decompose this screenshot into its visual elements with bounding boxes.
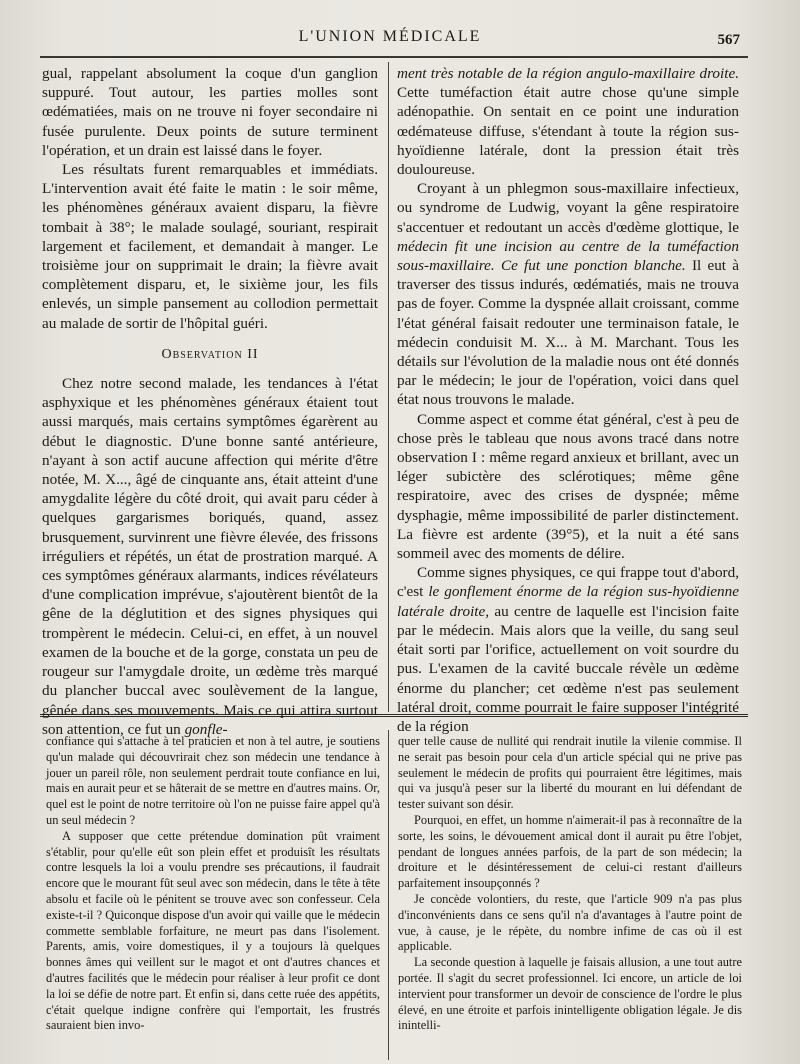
main-paragraph: [397, 179, 739, 409]
header-rule: [40, 56, 748, 58]
lower-paragraph: Pourquoi, en effet, un homme n'aimerait-il pas à reconnaître de la sorte, les soins, le dévouement amical dont il aurait pu être l'objet, pendant de longues années parfois, de la part de son médecin; la droiture et le désintéressement de celui-ci restant d'ailleurs parfaitement insoupçonnés ?: [398, 812, 742, 891]
main-column-right: [397, 64, 739, 736]
main-paragraph: [42, 374, 378, 739]
lower-paragraph: quer telle cause de nullité qui rendrait inutile la vilenie commise. Il ne serait pas besoin pour cela d'un article spécial qui ne prive pas seulement le médecin de profits qui pourraient être légitimes, mais qui va jusqu'à peser sur la liberté du mourant en lui défendant de tester suivant son désir.: [398, 734, 742, 812]
paragraph-text: Croyant à un phlegmon sous-maxillaire infectieux, ou syndrome de Ludwig, voyant la gêne respiratoire s'accentuer et redoutant un accès d'œdème glottique, le: [397, 180, 739, 236]
column-divider-notes: [388, 730, 389, 1060]
paragraph-text: au centre de laquelle est l'incision faite par le médecin. Mais alors que la veille, du sang seul était sorti par l'orifice, actuellement on voit sourdre du pus. L'examen de la cavité buccale révèle un œdème énorme du plancher; cet œdème n'est pas seulement latéral droit, comme pourrait le faire supposer l'intégrité de la région: [397, 602, 740, 735]
paragraph-text: Cette tuméfaction était autre chose qu'une simple adénopathie. On sentait en ce point une induration œdémateuse diffuse, s'étendant à toute la région sus-hyoïdienne latérale, dont la pression était très douloureuse.: [397, 84, 739, 179]
column-divider-main: [388, 62, 389, 712]
running-title: L'UNION MÉDICALE: [298, 28, 482, 45]
page-header: [40, 28, 740, 52]
paragraph-text: Il eut à traverser des tissus indurés, œdématiés, mais ne trouva pas de foyer. Comme la dyspnée allait croissant, comme l'état général faisait redouter une terminaison fatale, le médecin conduisit M. X... à M. Marchant. Tous les détails sur l'évolution de la maladie nous ont été donnés par le médecin; le jour de l'opération, voici dans quel état nous trouvons le malade.: [397, 257, 739, 409]
main-paragraph: [397, 64, 739, 179]
lower-paragraph: confiance qui s'attache à tel praticien et non à tel autre, je soutiens qu'un malade qui découvrirait chez son médecin une tendance à jouer un pareil rôle, non seulement perdrait toute confiance en lui, mais en aurait peur et se hâterait de se mettre en d'autres mains. Or, quel est le point de notre territoire où l'on ne puisse faire appel qu'à un seul médecin ?: [46, 734, 380, 827]
page-number: 567: [717, 32, 740, 48]
lower-column-left: [46, 734, 380, 1034]
lower-paragraph: A supposer que cette prétendue domination pût vraiment s'établir, pour qu'elle eût son plein effet et produisît les résultats contre lesquels la loi a voulu prendre ses précautions, il faudrait encore que le mourant fût seul avec son médecin, dans le tête à tête absolu et facile où le pénitent se trouve avec son confesseur. Cela existe-t-il ? Quiconque dispose d'un avoir qui vaille que le médecin commette semblable forfaiture, ne meurt pas dans l'isolement. Parents, amis, voire domestiques, il y a toujours là quelques bonnes âmes qui veillent sur le magot et ont d'autres chances et d'autres facilités que le médecin pour réaliser à leur profit ce dont la loi se défie de notre part. Et enfin si, dans cette ruée des appétits, c'était quelque indigne confrère qui l'emportait, les frustrés sauraient bien invo-: [46, 828, 380, 1033]
section-heading: Observation II: [161, 346, 259, 362]
main-paragraph: gual, rappelant absolument la coque d'un ganglion suppuré. Tout autour, les parties molles sont œdématiées, mais on ne trouve ni foyer secondaire ni fusée purulente. Deux points de suture terminent l'opération, et un drain est laissé dans le foyer.: [42, 65, 378, 159]
main-paragraph: Les résultats furent remarquables et immédiats. L'intervention avait été faite le matin : le soir même, les phénomènes généraux avaient disparu, la fièvre tombait à 38°; le malade soulagé, souriant, respirait largement et facilement, et demandait à manger. Le troisième jour on supprimait le drain; la fièvre avait complètement disparu, et, le sixième jour, les fils enlevés, un simple pansement au collodion permettait au malade de sortir de l'hôpital guéri.: [42, 161, 378, 332]
italic-text: ment très notable de la région angulo-maxillaire droite.: [397, 65, 739, 82]
main-paragraph: Comme aspect et comme état général, c'est à peu de chose près le tableau que nous avons tracé dans notre observation I : même regard anxieux et brillant, avec un léger subictère des sclérotiques; même gêne respiratoire, avec des crises de dyspnée; même dysphagie, même impossibilité de parler distinctement. La fièvre est ardente (39°5), et la nuit a été sans sommeil avec des moments de délire.: [397, 410, 739, 563]
paragraph-text: Chez notre second malade, les tendances à l'état asphyxique et les phénomènes généraux étaient tout aussi marqués, mais certains symptômes égarèrent au début le diagnostic. D'une bonne santé antérieure, n'ayant à son actif aucune affection qui mérite d'être notée, M. X..., âgé de cinquante ans, était atteint d'une amygdalite légère du côté droit, qui avait paru céder à quelques gargarismes boriqués, quand, assez brusquement, survinrent une fièvre élevée, des frissons irréguliers et répétés, un état de prostration marqué. A ces symptômes généraux alarmants, indices révélateurs d'une complication imprévue, s'ajoutèrent bientôt de la gêne de la déglutition et des signes physiques qui trompèrent le médecin. Celui-ci, en effet, à un nouvel examen de la bouche et de la gorge, constata un peu de rougeur sur l'amygdale droite, un œdème très marqué du plancher buccal avec soulèvement de la langue, gênée dans ses mouvements. Mais ce qui attira surtout son attention, ce fut un: [42, 375, 378, 738]
main-column-left: [42, 64, 378, 739]
italic-text: médecin fit une incision au centre de la tuméfaction sous-maxillaire. Ce fut une ponction blanche.: [397, 237, 739, 275]
italic-text: gonfle-: [184, 720, 228, 738]
lower-paragraph: La seconde question à laquelle je faisais allusion, a une tout autre portée. Il s'agit du secret professionnel. Ici encore, un article de loi intervient pour transformer un devoir de conscience de l'ordre le plus élevé, en une étroite et parfois inintelligente obligation légale. Je dis inintelli-: [398, 955, 742, 1033]
italic-text: le gonflement énorme de la région sus-hyoïdienne latérale droite,: [397, 583, 739, 620]
lower-paragraph: Je concède volontiers, du reste, que l'article 909 n'a pas plus d'inconvénients dans ce sens qu'il n'a d'avantages à l'autre point de vue, à cause, je le répète, du nombre infime de cas où il est applicable.: [398, 891, 742, 954]
lower-column-right: [398, 734, 742, 1034]
main-paragraph: [397, 563, 739, 736]
paragraph-text: Comme signes physiques, ce qui frappe tout d'abord, c'est: [397, 564, 739, 601]
